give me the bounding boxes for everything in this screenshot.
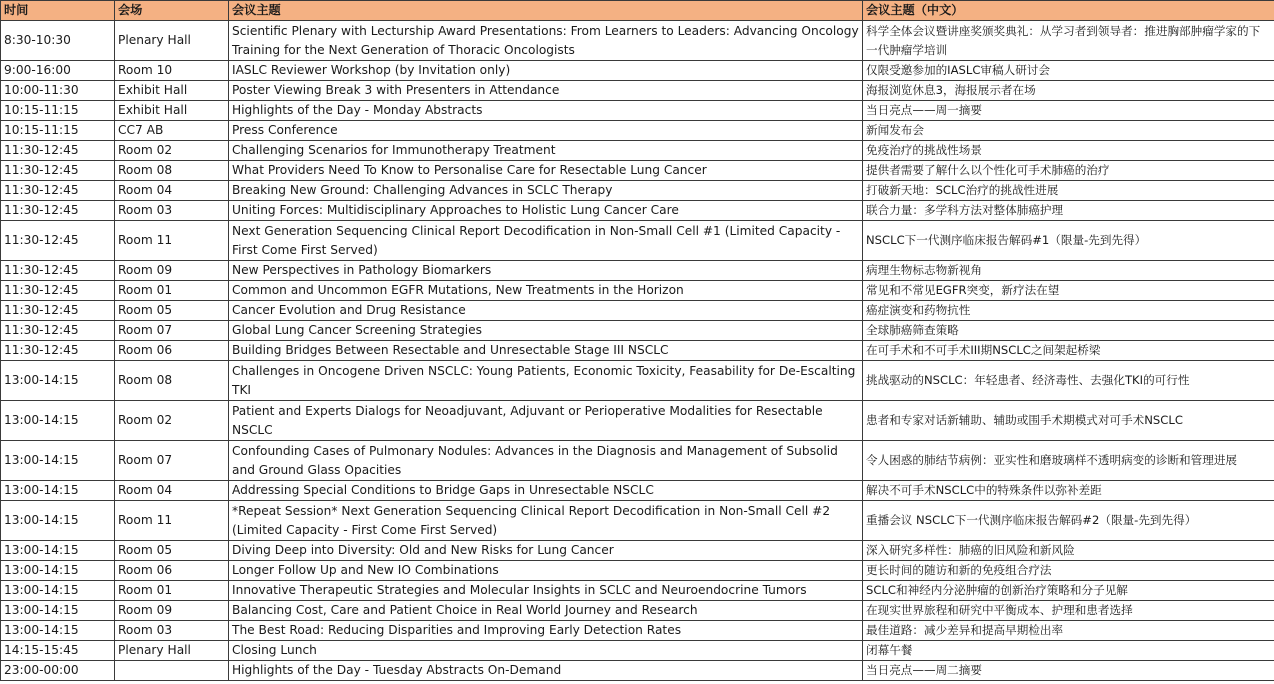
header-row <box>1 1 1274 21</box>
cell-venue: Room 01 <box>115 281 229 301</box>
cell-time: 11:30-12:45 <box>1 281 115 301</box>
table-row <box>1 541 1274 561</box>
header-venue: 会场 <box>115 1 229 21</box>
cell-topic-cn: 患者和专家对话新辅助、辅助或围手术期模式对可手术NSCLC <box>863 401 1274 441</box>
table-row <box>1 121 1274 141</box>
table-row <box>1 441 1274 481</box>
cell-time: 14:15-15:45 <box>1 641 115 661</box>
cell-topic-cn: 免疫治疗的挑战性场景 <box>863 141 1274 161</box>
cell-time: 11:30-12:45 <box>1 261 115 281</box>
cell-topic: Highlights of the Day - Monday Abstracts <box>229 101 863 121</box>
table-row <box>1 101 1274 121</box>
table-row <box>1 481 1274 501</box>
cell-topic-cn: 在现实世界旅程和研究中平衡成本、护理和患者选择 <box>863 601 1274 621</box>
cell-topic: Poster Viewing Break 3 with Presenters in Attendance <box>229 81 863 101</box>
cell-topic-cn: NSCLC下一代测序临床报告解码#1（限量-先到先得） <box>863 221 1274 261</box>
cell-topic-cn: 癌症演变和药物抗性 <box>863 301 1274 321</box>
cell-venue: Room 07 <box>115 321 229 341</box>
cell-topic-cn: 更长时间的随访和新的免疫组合疗法 <box>863 561 1274 581</box>
cell-time: 13:00-14:15 <box>1 481 115 501</box>
cell-topic-cn: 提供者需要了解什么以个性化可手术肺癌的治疗 <box>863 161 1274 181</box>
cell-topic: What Providers Need To Know to Personalise Care for Resectable Lung Cancer <box>229 161 863 181</box>
cell-topic: Closing Lunch <box>229 641 863 661</box>
cell-time: 10:00-11:30 <box>1 81 115 101</box>
cell-time: 11:30-12:45 <box>1 161 115 181</box>
cell-topic-cn: 令人困惑的肺结节病例：亚实性和磨玻璃样不透明病变的诊断和管理进展 <box>863 441 1274 481</box>
cell-topic: IASLC Reviewer Workshop (by Invitation only) <box>229 61 863 81</box>
cell-topic: Challenging Scenarios for Immunotherapy Treatment <box>229 141 863 161</box>
cell-venue: Room 04 <box>115 481 229 501</box>
cell-topic-cn: 联合力量：多学科方法对整体肺癌护理 <box>863 201 1274 221</box>
cell-topic-cn: 当日亮点——周一摘要 <box>863 101 1274 121</box>
cell-time: 13:00-14:15 <box>1 361 115 401</box>
cell-topic-cn: 深入研究多样性：肺癌的旧风险和新风险 <box>863 541 1274 561</box>
table-row <box>1 641 1274 661</box>
cell-topic: New Perspectives in Pathology Biomarkers <box>229 261 863 281</box>
table-row <box>1 561 1274 581</box>
cell-time: 11:30-12:45 <box>1 301 115 321</box>
table-row <box>1 21 1274 61</box>
cell-time: 11:30-12:45 <box>1 201 115 221</box>
cell-time: 10:15-11:15 <box>1 121 115 141</box>
cell-time: 11:30-12:45 <box>1 141 115 161</box>
cell-topic: Longer Follow Up and New IO Combinations <box>229 561 863 581</box>
header-topic-cn: 会议主题（中文） <box>863 1 1274 21</box>
cell-topic: *Repeat Session* Next Generation Sequencing Clinical Report Decodification in Non-Small Cell #2 (Limited Capacity - First Come First Served) <box>229 501 863 541</box>
cell-topic: The Best Road: Reducing Disparities and Improving Early Detection Rates <box>229 621 863 641</box>
cell-venue: Room 06 <box>115 341 229 361</box>
cell-venue: Room 09 <box>115 261 229 281</box>
cell-venue: Exhibit Hall <box>115 101 229 121</box>
cell-time: 13:00-14:15 <box>1 501 115 541</box>
cell-time: 13:00-14:15 <box>1 581 115 601</box>
cell-venue: Room 03 <box>115 201 229 221</box>
cell-time: 13:00-14:15 <box>1 541 115 561</box>
cell-topic-cn: 仅限受邀参加的IASLC审稿人研讨会 <box>863 61 1274 81</box>
table-row <box>1 401 1274 441</box>
table-row <box>1 361 1274 401</box>
cell-topic: Press Conference <box>229 121 863 141</box>
cell-venue: Exhibit Hall <box>115 81 229 101</box>
cell-venue: CC7 AB <box>115 121 229 141</box>
cell-topic: Uniting Forces: Multidisciplinary Approaches to Holistic Lung Cancer Care <box>229 201 863 221</box>
cell-topic-cn: 常见和不常见EGFR突变，新疗法在望 <box>863 281 1274 301</box>
cell-topic: Cancer Evolution and Drug Resistance <box>229 301 863 321</box>
cell-topic-cn: 当日亮点——周二摘要 <box>863 661 1274 681</box>
cell-venue: Room 10 <box>115 61 229 81</box>
table-row <box>1 601 1274 621</box>
cell-topic-cn: 海报浏览休息3，海报展示者在场 <box>863 81 1274 101</box>
cell-venue <box>115 661 229 681</box>
cell-venue: Room 04 <box>115 181 229 201</box>
cell-topic: Common and Uncommon EGFR Mutations, New Treatments in the Horizon <box>229 281 863 301</box>
cell-time: 11:30-12:45 <box>1 341 115 361</box>
cell-topic: Confounding Cases of Pulmonary Nodules: Advances in the Diagnosis and Management of Subsolid and Ground Glass Opacities <box>229 441 863 481</box>
cell-venue: Room 08 <box>115 161 229 181</box>
table-row <box>1 501 1274 541</box>
cell-time: 13:00-14:15 <box>1 621 115 641</box>
cell-topic-cn: 最佳道路：减少差异和提高早期检出率 <box>863 621 1274 641</box>
schedule-body <box>1 21 1274 681</box>
cell-time: 13:00-14:15 <box>1 601 115 621</box>
cell-time: 11:30-12:45 <box>1 321 115 341</box>
cell-topic-cn: 挑战驱动的NSCLC：年轻患者、经济毒性、去强化TKI的可行性 <box>863 361 1274 401</box>
cell-venue: Room 02 <box>115 401 229 441</box>
cell-topic: Diving Deep into Diversity: Old and New Risks for Lung Cancer <box>229 541 863 561</box>
cell-venue: Plenary Hall <box>115 641 229 661</box>
cell-topic-cn: 闭幕午餐 <box>863 641 1274 661</box>
cell-topic-cn: 在可手术和不可手术III期NSCLC之间架起桥梁 <box>863 341 1274 361</box>
table-row <box>1 661 1274 681</box>
header-time: 时间 <box>1 1 115 21</box>
cell-venue: Room 09 <box>115 601 229 621</box>
cell-venue: Room 11 <box>115 501 229 541</box>
cell-topic: Building Bridges Between Resectable and Unresectable Stage III NSCLC <box>229 341 863 361</box>
cell-time: 11:30-12:45 <box>1 181 115 201</box>
table-row <box>1 61 1274 81</box>
cell-time: 9:00-16:00 <box>1 61 115 81</box>
cell-topic-cn: 全球肺癌筛查策略 <box>863 321 1274 341</box>
cell-topic: Next Generation Sequencing Clinical Report Decodification in Non-Small Cell #1 (Limited Capacity - First Come First Served) <box>229 221 863 261</box>
table-row <box>1 201 1274 221</box>
cell-venue: Room 05 <box>115 301 229 321</box>
cell-time: 13:00-14:15 <box>1 401 115 441</box>
cell-topic: Innovative Therapeutic Strategies and Molecular Insights in SCLC and Neuroendocrine Tumors <box>229 581 863 601</box>
cell-topic: Global Lung Cancer Screening Strategies <box>229 321 863 341</box>
table-row <box>1 141 1274 161</box>
cell-time: 13:00-14:15 <box>1 441 115 481</box>
cell-topic-cn: 解决不可手术NSCLC中的特殊条件以弥补差距 <box>863 481 1274 501</box>
cell-topic-cn: 科学全体会议暨讲座奖颁奖典礼：从学习者到领导者：推进胸部肿瘤学家的下一代肿瘤学培训 <box>863 21 1274 61</box>
cell-venue: Room 01 <box>115 581 229 601</box>
table-row <box>1 621 1274 641</box>
cell-venue: Room 07 <box>115 441 229 481</box>
table-row <box>1 581 1274 601</box>
cell-topic: Patient and Experts Dialogs for Neoadjuvant, Adjuvant or Perioperative Modalities for Resectable NSCLC <box>229 401 863 441</box>
cell-time: 13:00-14:15 <box>1 561 115 581</box>
table-row <box>1 341 1274 361</box>
table-row <box>1 281 1274 301</box>
table-row <box>1 221 1274 261</box>
cell-topic-cn: 重播会议 NSCLC下一代测序临床报告解码#2（限量-先到先得） <box>863 501 1274 541</box>
cell-venue: Room 03 <box>115 621 229 641</box>
cell-venue: Room 02 <box>115 141 229 161</box>
table-row <box>1 181 1274 201</box>
cell-venue: Plenary Hall <box>115 21 229 61</box>
cell-time: 23:00-00:00 <box>1 661 115 681</box>
cell-topic: Breaking New Ground: Challenging Advances in SCLC Therapy <box>229 181 863 201</box>
table-row <box>1 261 1274 281</box>
table-row <box>1 301 1274 321</box>
cell-topic: Scientific Plenary with Lecturship Award Presentations: From Learners to Leaders: Advancing Oncology Training for the Next Generation of Thoracic Oncologists <box>229 21 863 61</box>
cell-topic-cn: 新闻发布会 <box>863 121 1274 141</box>
header-topic: 会议主题 <box>229 1 863 21</box>
cell-topic-cn: SCLC和神经内分泌肿瘤的创新治疗策略和分子见解 <box>863 581 1274 601</box>
cell-time: 11:30-12:45 <box>1 221 115 261</box>
cell-topic: Challenges in Oncogene Driven NSCLC: Young Patients, Economic Toxicity, Feasability for De-Escalting TKI <box>229 361 863 401</box>
cell-topic: Addressing Special Conditions to Bridge Gaps in Unresectable NSCLC <box>229 481 863 501</box>
table-row <box>1 81 1274 101</box>
table-row <box>1 321 1274 341</box>
cell-topic: Highlights of the Day - Tuesday Abstracts On-Demand <box>229 661 863 681</box>
cell-time: 8:30-10:30 <box>1 21 115 61</box>
table-row <box>1 161 1274 181</box>
cell-time: 10:15-11:15 <box>1 101 115 121</box>
cell-venue: Room 05 <box>115 541 229 561</box>
cell-topic-cn: 打破新天地：SCLC治疗的挑战性进展 <box>863 181 1274 201</box>
cell-topic: Balancing Cost, Care and Patient Choice in Real World Journey and Research <box>229 601 863 621</box>
cell-venue: Room 08 <box>115 361 229 401</box>
cell-venue: Room 11 <box>115 221 229 261</box>
cell-venue: Room 06 <box>115 561 229 581</box>
cell-topic-cn: 病理生物标志物新视角 <box>863 261 1274 281</box>
